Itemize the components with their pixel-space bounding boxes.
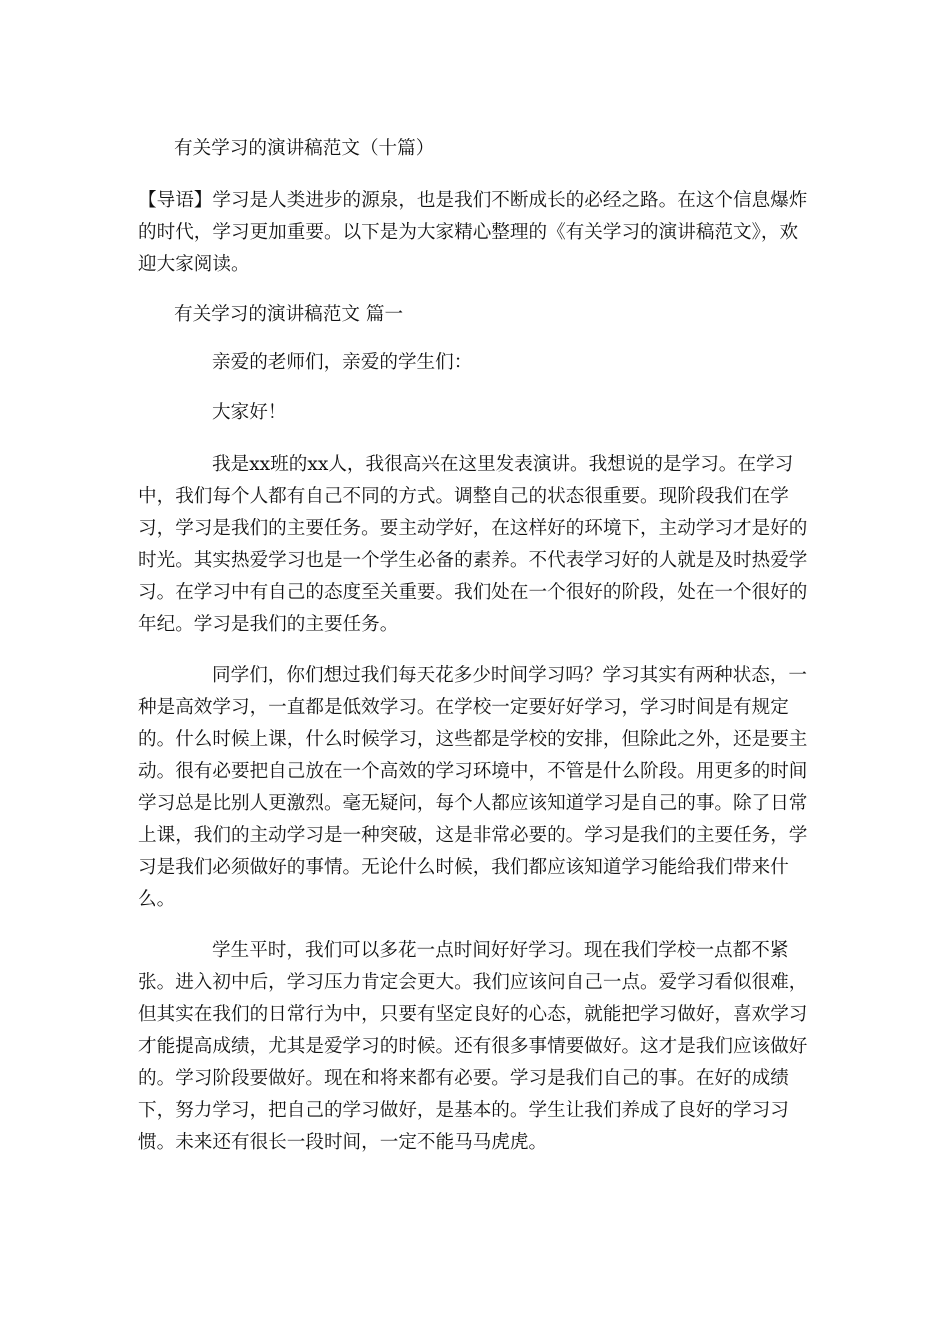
document-body (138, 133, 814, 1178)
body-paragraph-1: 我是xx班的xx人，我很高兴在这里发表演讲。我想说的是学习。在学习中，我们每个人都有自己不同的方式。调整自己的状态很重要。现阶段我们在学习，学习是我们的主要任务。要主动学好，在这样好的环境下，主动学习才是好的时光。其实热爱学习也是一个学生必备的素养。不代表学习好的人就是及时热爱学习。在学习中有自己的态度至关重要。我们处在一个很好的阶段，处在一个很好的年纪。学习是我们的主要任务。 (138, 454, 808, 635)
greeting: 大家好！ (212, 402, 287, 423)
body-paragraph-2: 同学们，你们想过我们每天花多少时间学习吗？学习其实有两种状态，一种是高效学习，一直都是低效学习。在学校一定要好好学习，学习时间是有规定的。什么时候上课，什么时候学习，这些都是学校的安排，但除此之外，还是要主动。很有必要把自己放在一个高效的学习环境中，不管是什么阶段。用更多的时间学习总是比别人更激烈。毫无疑问，每个人都应该知道学习是自己的事。除了日常上课，我们的主动学习是一种突破，这是非常必要的。学习是我们的主要任务，学习是我们必须做好的事情。无论什么时候，我们都应该知道学习能给我们带来什么。 (138, 665, 808, 910)
body-paragraph-3: 学生平时，我们可以多花一点时间好好学习。现在我们学校一点都不紧张。进入初中后，学习压力肯定会更大。我们应该问自己一点。爱学习看似很难，但其实在我们的日常行为中，只要有坚定良好的心态，就能把学习做好，喜欢学习才能提高成绩，尤其是爱学习的时候。还有很多事情要做好。这才是我们应该做好的。学习阶段要做好。现在和将来都有必要。学习是我们自己的事。在好的成绩下，努力学习，把自己的学习做好，是基本的。学生让我们养成了良好的学习习惯。未来还有很长一段时间，一定不能马马虎虎。 (138, 940, 808, 1153)
intro-paragraph: 【导语】学习是人类进步的源泉，也是我们不断成长的必经之路。在这个信息爆炸的时代，学习更加重要。以下是为大家精心整理的《有关学习的演讲稿范文》，欢迎大家阅读。 (138, 190, 808, 275)
document-title: 有关学习的演讲稿范文（十篇） (174, 138, 435, 159)
section-title: 有关学习的演讲稿范文 篇一 (174, 304, 404, 325)
salutation: 亲爱的老师们，亲爱的学生们： (212, 352, 473, 373)
